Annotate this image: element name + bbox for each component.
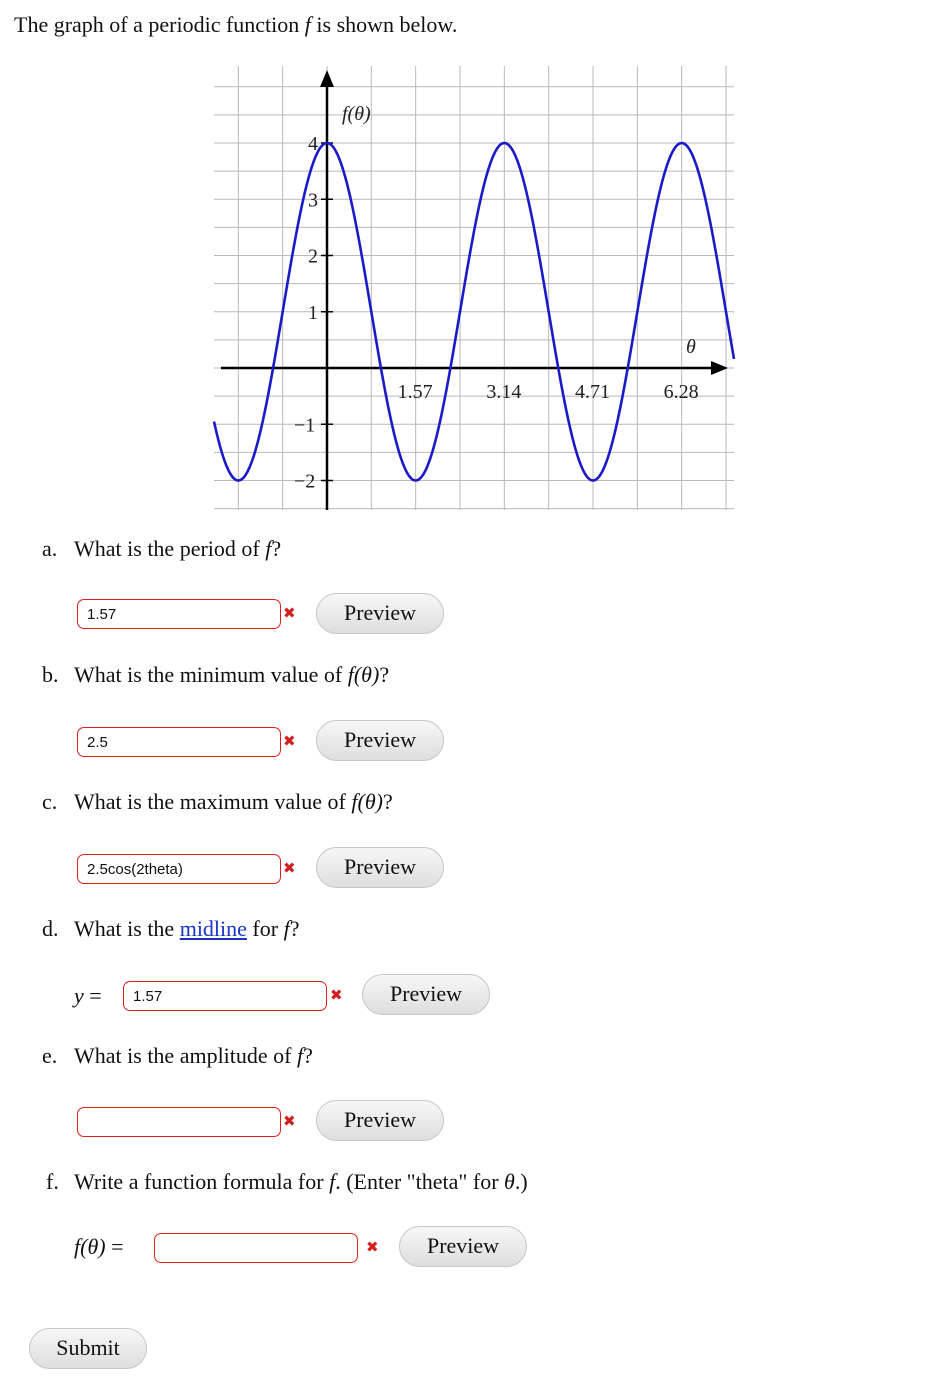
question-a-var: f (265, 536, 272, 561)
answer-b-incorrect-icon: ✖ (283, 732, 296, 750)
question-a-end: ? (271, 536, 282, 561)
answer-d-prefix (74, 983, 102, 1009)
x-tick-label: 6.28 (663, 381, 699, 403)
graph-labels (294, 103, 699, 493)
x-tick-label: 4.71 (575, 381, 610, 403)
question-f-text: Write a function formula for (74, 1169, 330, 1194)
question-a (42, 536, 281, 562)
y-tick-label: 3 (308, 189, 318, 212)
preview-c-button[interactable]: Preview (316, 847, 444, 888)
graph-grid (214, 66, 734, 510)
question-d-letter: d. (42, 916, 59, 941)
answer-f-prefix (74, 1234, 124, 1260)
question-f-letter: f. (46, 1169, 59, 1194)
answer-d-incorrect-icon: ✖ (330, 986, 343, 1004)
y-tick-label: 1 (308, 301, 318, 324)
intro-before: The graph of a periodic function (14, 12, 305, 37)
question-b-expr: f(θ) (347, 662, 380, 687)
x-axis-label: θ (686, 336, 696, 358)
intro-var: f (304, 12, 311, 37)
y-tick-label: 4 (308, 133, 318, 155)
answer-e-incorrect-icon: ✖ (283, 1112, 296, 1130)
question-c (42, 789, 393, 815)
y-tick-label: −2 (294, 470, 316, 493)
y-tick-label: 2 (308, 245, 318, 268)
question-f-end: . (Enter "theta" for (335, 1169, 505, 1194)
y-axis-label: f(θ) (342, 103, 371, 125)
answer-f-eq: = (111, 1234, 124, 1259)
question-e-letter: e. (42, 1043, 58, 1068)
question-d (42, 916, 299, 942)
question-c-letter: c. (42, 789, 58, 814)
answer-f-input[interactable] (154, 1233, 358, 1263)
answer-e-input[interactable] (77, 1107, 281, 1137)
question-b-end: ? (379, 662, 390, 687)
question-e-var: f (297, 1043, 304, 1068)
preview-a-button[interactable]: Preview (316, 593, 444, 634)
y-axis-arrow-icon (320, 70, 334, 87)
question-c-expr: f(θ) (351, 789, 383, 814)
x-axis-arrow-icon (711, 361, 728, 375)
preview-e-button[interactable]: Preview (316, 1100, 444, 1141)
question-d-end: ? (289, 916, 300, 941)
answer-d-eq: = (89, 983, 102, 1008)
answer-b-input[interactable] (77, 727, 281, 757)
question-f-theta: θ (504, 1169, 515, 1194)
x-tick-label: 1.57 (397, 381, 433, 403)
answer-f-incorrect-icon: ✖ (366, 1238, 379, 1256)
midline-link[interactable]: midline (179, 916, 247, 941)
question-d-var: f (283, 916, 290, 941)
answer-d-input[interactable] (123, 981, 327, 1011)
question-e-end: ? (303, 1043, 313, 1068)
question-c-end: ? (382, 789, 393, 814)
answer-c-input[interactable] (77, 854, 281, 884)
intro-after: is shown below. (310, 12, 458, 37)
answer-c-incorrect-icon: ✖ (283, 859, 296, 877)
question-f-var: f (329, 1169, 336, 1194)
question-b-letter: b. (42, 662, 59, 687)
x-tick-label: 3.14 (486, 381, 522, 403)
question-d-text2: for (246, 916, 284, 941)
y-tick-label: −1 (294, 414, 316, 437)
submit-button[interactable]: Submit (29, 1328, 147, 1369)
question-d-text: What is the (74, 916, 180, 941)
question-e (42, 1043, 313, 1069)
question-e-text: What is the amplitude of (74, 1043, 297, 1068)
question-a-letter: a. (42, 536, 58, 561)
graph-axes (221, 70, 728, 510)
preview-f-button[interactable]: Preview (399, 1226, 527, 1267)
question-f-end2: .) (514, 1169, 528, 1194)
answer-d-prefix-var: y (74, 983, 84, 1008)
answer-a-incorrect-icon: ✖ (283, 604, 296, 622)
question-f (46, 1169, 528, 1195)
question-b-text: What is the minimum value of (74, 662, 348, 687)
preview-d-button[interactable]: Preview (362, 974, 490, 1015)
answer-a-input[interactable] (77, 599, 281, 629)
preview-b-button[interactable]: Preview (316, 720, 444, 761)
function-graph (0, 0, 947, 520)
question-b (42, 662, 389, 688)
question-a-text: What is the period of (74, 536, 266, 561)
answer-f-prefix-expr: f(θ) (74, 1234, 106, 1259)
question-c-text: What is the maximum value of (74, 789, 352, 814)
